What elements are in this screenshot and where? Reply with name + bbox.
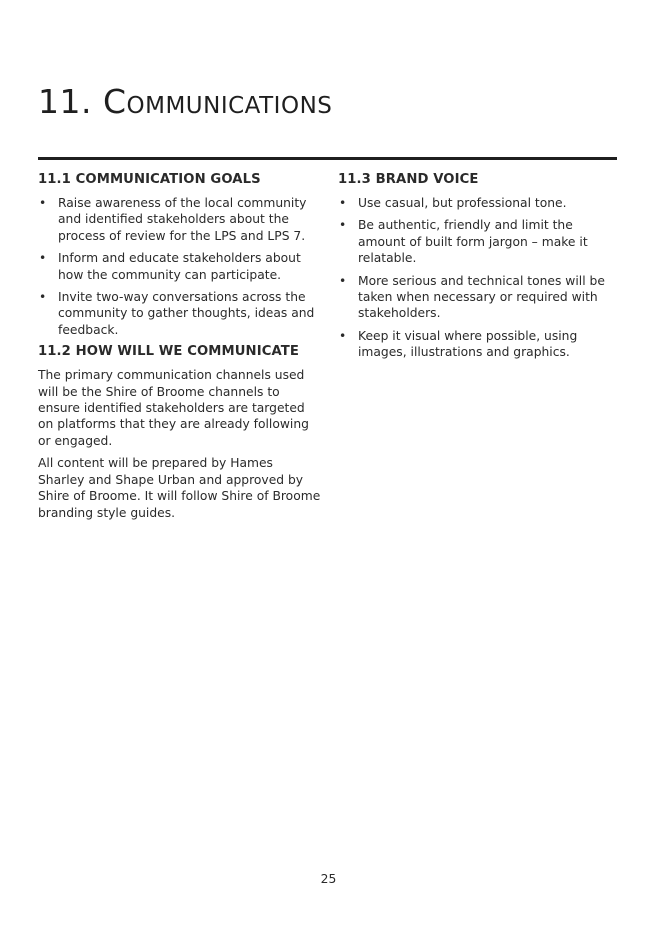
page-title: 11. Communications [38, 82, 333, 121]
list-item-text: Be authentic, friendly and limit the amount of built form jargon – make it relatable. [358, 218, 588, 266]
paragraph: The primary communication channels used will be the Shire of Broome channels to ensure identified stakeholders are targeted on platforms that they are already following or engaged. [38, 368, 309, 448]
communication-goals-list [38, 195, 322, 338]
bullet-icon: • [39, 196, 47, 210]
bullet-icon: • [339, 328, 347, 343]
list-item [338, 273, 622, 322]
left-column [38, 172, 322, 527]
list-item-text: Inform and educate stakeholders about how the community can participate. [58, 251, 301, 282]
list-item [38, 250, 322, 283]
right-column [338, 172, 622, 367]
list-item-text: Invite two-way conversations across the community to gather thoughts, ideas and feedback. [58, 290, 315, 337]
list-item [338, 328, 622, 361]
bullet-icon: • [39, 251, 47, 266]
list-item [338, 217, 622, 266]
paragraph: All content will be prepared by Hames Sharley and Shape Urban and approved by Shire of Broome. It will follow Shire of Broome branding style guides. [38, 456, 321, 520]
list-item [38, 289, 322, 338]
brand-voice-list [338, 195, 622, 361]
bullet-icon: • [39, 290, 47, 305]
section-heading-communication-goals: 11.1 COMMUNICATION GOALS [38, 172, 261, 187]
bullet-icon: • [339, 218, 347, 233]
list-item-text: More serious and technical tones will be taken when necessary or required with stakeholders. [358, 273, 605, 321]
bullet-icon: • [339, 196, 347, 210]
bullet-icon: • [339, 273, 347, 288]
list-item-text: Raise awareness of the local community and identified stakeholders about the process of review for the LPS and LPS 7. [58, 196, 307, 243]
section-heading-how-will-we-communicate: 11.2 HOW WILL WE COMMUNICATE [38, 344, 299, 360]
list-item-text: Keep it visual where possible, using images, illustrations and graphics. [358, 328, 578, 360]
list-item-text: Use casual, but professional tone. [358, 196, 567, 210]
list-item [338, 195, 622, 211]
page-number: 25 [320, 872, 337, 886]
title-divider [38, 157, 617, 160]
section-heading-brand-voice: 11.3 BRAND VOICE [338, 172, 479, 187]
list-item [38, 195, 322, 244]
